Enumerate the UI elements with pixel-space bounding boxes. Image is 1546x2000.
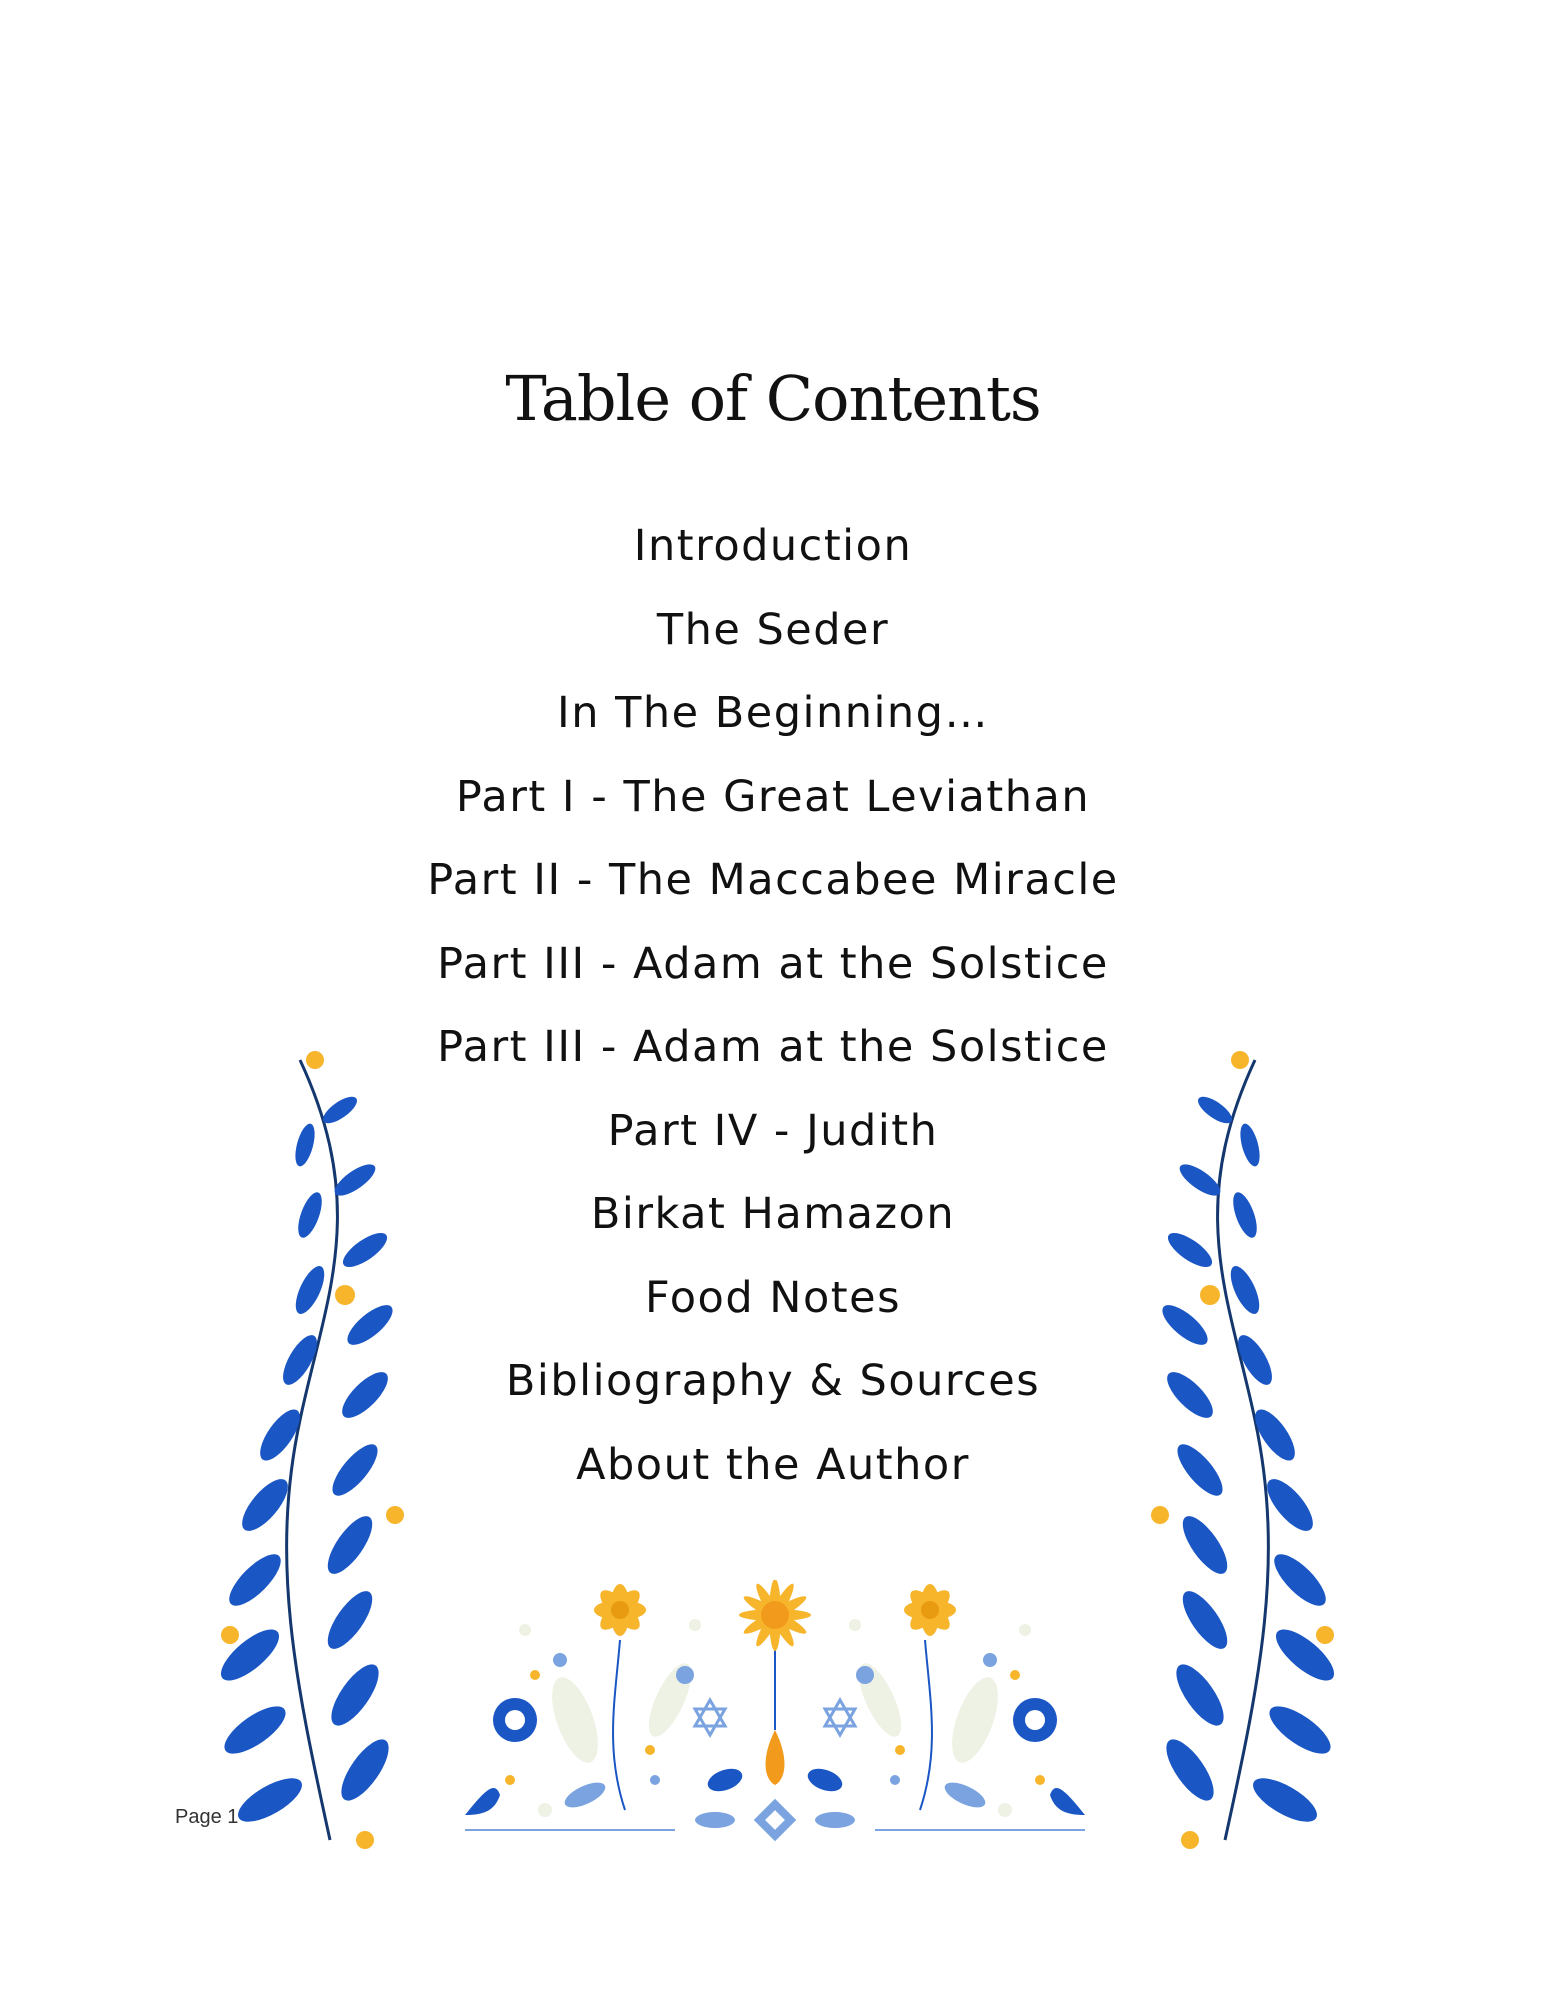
left-laurel-branch-icon bbox=[200, 1040, 460, 1860]
toc-item-part-3[interactable]: Part III - Adam at the Solstice bbox=[437, 938, 1109, 989]
toc-item-food-notes[interactable]: Food Notes bbox=[645, 1272, 901, 1323]
toc-item-part-3-duplicate[interactable]: Part III - Adam at the Solstice bbox=[437, 1022, 1109, 1072]
right-laurel-branch-icon bbox=[1095, 1040, 1355, 1860]
toc-item-birkat-hamazon[interactable]: Birkat Hamazon bbox=[590, 1189, 956, 1239]
toc-item-introduction[interactable]: Introduction bbox=[633, 521, 913, 571]
floral-ornament-icon bbox=[455, 1580, 1095, 1850]
toc-item-part-1[interactable]: Part I - The Great Leviathan bbox=[455, 771, 1091, 822]
toc-item-part-4[interactable]: Part IV - Judith bbox=[607, 1105, 939, 1156]
toc-item-the-seder[interactable]: The Seder bbox=[656, 604, 890, 655]
toc-item-in-the-beginning[interactable]: In The Beginning… bbox=[557, 688, 989, 738]
toc-item-about-author[interactable]: About the Author bbox=[576, 1439, 970, 1490]
page-title: Table of Contents bbox=[505, 362, 1041, 435]
toc-item-bibliography[interactable]: Bibliography & Sources bbox=[505, 1356, 1041, 1406]
page-number: Page 1 bbox=[175, 1806, 239, 1828]
toc-item-part-2[interactable]: Part II - The Maccabee Miracle bbox=[427, 855, 1119, 905]
